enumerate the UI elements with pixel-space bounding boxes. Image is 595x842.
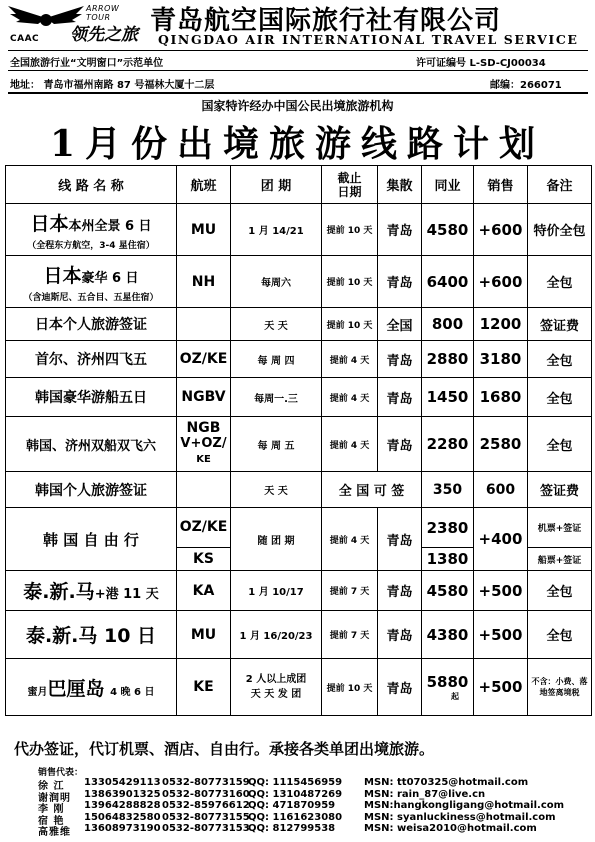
flight-cell xyxy=(177,472,231,508)
rep-phone: 0532-80773155 xyxy=(162,811,250,823)
sale-price-cell: +500 xyxy=(474,611,528,659)
header-gather: 集散 xyxy=(378,166,422,204)
note-cell: 全包 xyxy=(528,571,592,611)
deadline-cell: 提前 4 天 xyxy=(322,508,378,571)
rep-msn: MSN: tt070325@hotmail.com xyxy=(364,777,529,788)
period-cell: 1 月 10/17 xyxy=(231,571,322,611)
period-cell: 天 天 xyxy=(231,308,322,341)
address: 地址： 青岛市福州南路 87 号福林大厦十二层 xyxy=(10,80,215,91)
deadline-cell: 提前 7 天 xyxy=(322,611,378,659)
gather-cell: 青岛 xyxy=(378,611,422,659)
zip-code: 邮编：266071 xyxy=(490,80,562,91)
header-sale: 销售 xyxy=(474,166,528,204)
sale-price-cell: +400 xyxy=(474,508,528,571)
table-row xyxy=(6,472,592,508)
rep-msn: MSN:hangkongligang@hotmail.com xyxy=(364,800,565,811)
period-cell: 1 月 14/21 xyxy=(231,204,322,256)
route-cell: 蜜月巴厘岛 4 晚 6 日 xyxy=(6,659,177,716)
flight-cell: NH xyxy=(177,256,231,308)
period-cell: 2 人以上成团 天 天 发 团 xyxy=(231,659,322,716)
gather-cell: 青岛 xyxy=(378,204,422,256)
route-cell: 韩国豪华游船五日 xyxy=(6,378,177,417)
note-cell: 全包 xyxy=(528,341,592,378)
sale-price-cell: +600 xyxy=(474,256,528,308)
note-cell: 全包 xyxy=(528,256,592,308)
routes-table xyxy=(5,165,592,716)
period-cell: 每 周 五 xyxy=(231,417,322,472)
rep-name: 高雅维 xyxy=(38,827,71,838)
rep-qq: QQ: 812799538 xyxy=(248,823,336,834)
rep-phone: 0532-80773153 xyxy=(162,823,250,834)
note-cell: 全包 xyxy=(528,378,592,417)
sale-price-cell: +600 xyxy=(474,204,528,256)
route-cell: 泰.新.马+港 11 天 xyxy=(6,571,177,611)
period-cell: 随 团 期 xyxy=(231,508,322,571)
period-cell: 1 月 16/20/23 xyxy=(231,611,322,659)
period-cell: 天 天 xyxy=(231,472,322,508)
route-cell: 日本本州全景 6 日 （全程东方航空，3-4 星住宿） xyxy=(6,204,177,256)
table-row xyxy=(6,611,592,659)
sale-price-cell: 2580 xyxy=(474,417,528,472)
sales-reps-title: 销售代表： xyxy=(38,768,84,778)
rep-name: 李 刚 xyxy=(38,804,65,815)
flight-cell: KA xyxy=(177,571,231,611)
gather-cell: 青岛 xyxy=(378,659,422,716)
rep-qq: QQ: 471870959 xyxy=(248,800,336,811)
table-row xyxy=(6,308,592,341)
peer-price-cell: 2880 xyxy=(422,341,474,378)
table-row xyxy=(6,378,592,417)
flight-cell xyxy=(177,308,231,341)
flight-cell: OZ/KE xyxy=(177,508,231,548)
note-cell: 特价全包 xyxy=(528,204,592,256)
peer-price-cell: 1380 xyxy=(422,548,474,571)
rep-msn: MSN: weisa2010@hotmail.com xyxy=(364,823,537,834)
flight-cell: KE xyxy=(177,659,231,716)
flight-cell: KS xyxy=(177,548,231,571)
header-peer: 同业 xyxy=(422,166,474,204)
company-name-en: QINGDAO AIR INTERNATIONAL TRAVEL SERVICE xyxy=(158,32,579,47)
page-title: 1月份出境旅游线路计划 xyxy=(49,123,546,165)
peer-price-cell: 4380 xyxy=(422,611,474,659)
peer-price-cell: 2380 xyxy=(422,508,474,548)
note-cell: 全包 xyxy=(528,417,592,472)
note-cell: 签证费 xyxy=(528,472,592,508)
route-cell: 日本个人旅游签证 xyxy=(6,308,177,341)
rep-mobile: 13964288828 xyxy=(84,800,161,811)
header-flight: 航班 xyxy=(177,166,231,204)
table-header-row xyxy=(6,166,592,204)
company-name: 青岛航空国际旅行社有限公司 xyxy=(150,6,502,36)
sale-price-cell: +500 xyxy=(474,659,528,716)
header-divider xyxy=(8,70,588,71)
lead-tour-slogan: 领先之旅 xyxy=(70,25,138,45)
peer-price-cell: 2280 xyxy=(422,417,474,472)
sale-price-cell: 1680 xyxy=(474,378,528,417)
note-cell: 船票+签证 xyxy=(528,548,592,571)
peer-price-cell: 6400 xyxy=(422,256,474,308)
peer-price-cell: 1450 xyxy=(422,378,474,417)
flight-cell: NGB V+OZ/ KE xyxy=(177,417,231,472)
note-cell: 全包 xyxy=(528,611,592,659)
rep-msn: MSN: rain_87@live.cn xyxy=(364,788,486,800)
period-cell: 每 周 四 xyxy=(231,341,322,378)
route-cell: 韩国、济州双船双飞六 xyxy=(6,417,177,472)
peer-price-cell: 4580 xyxy=(422,204,474,256)
table-row xyxy=(6,508,592,548)
table-row xyxy=(6,659,592,716)
flight-cell: NGBV xyxy=(177,378,231,417)
rep-name: 徐 江 xyxy=(38,781,65,792)
period-cell: 每周一.三 xyxy=(231,378,322,417)
gather-cell: 青岛 xyxy=(378,571,422,611)
flight-cell: MU xyxy=(177,611,231,659)
certificate-text: 全国旅游行业“文明窗口”示范单位 xyxy=(10,58,164,69)
rep-mobile: 13608973190 xyxy=(84,823,161,834)
deadline-cell: 提前 4 天 xyxy=(322,341,378,378)
deadline-cell: 提前 7 天 xyxy=(322,571,378,611)
gather-cell: 青岛 xyxy=(378,256,422,308)
peer-price-cell: 4580 xyxy=(422,571,474,611)
rep-mobile: 13863901325 xyxy=(84,788,161,800)
rep-name: 宿 艳 xyxy=(38,815,65,827)
sale-price-cell: 600 xyxy=(474,472,528,508)
peer-price-cell: 800 xyxy=(422,308,474,341)
flight-cell: MU xyxy=(177,204,231,256)
route-cell: 韩国个人旅游签证 xyxy=(6,472,177,508)
gather-cell: 青岛 xyxy=(378,378,422,417)
header-divider xyxy=(8,92,588,94)
deadline-cell: 提前 10 天 xyxy=(322,308,378,341)
route-cell: 泰.新.马 10 日 xyxy=(6,611,177,659)
route-cell: 日本豪华 6 日 （含迪斯尼、五合目、五星住宿） xyxy=(6,256,177,308)
note-cell: 机票+签证 xyxy=(528,508,592,548)
caac-logo-text: CAAC xyxy=(10,34,40,44)
rep-mobile: 13305429113 xyxy=(84,777,161,788)
header-divider xyxy=(8,50,588,51)
deadline-cell: 提前 10 天 xyxy=(322,256,378,308)
table-row xyxy=(6,417,592,472)
rep-qq: QQ: 1310487269 xyxy=(248,788,343,800)
gather-cell: 青岛 xyxy=(378,508,422,571)
gather-cell: 青岛 xyxy=(378,341,422,378)
deadline-gather-cell: 全 国 可 签 xyxy=(322,472,422,508)
deadline-cell: 提前 10 天 xyxy=(322,659,378,716)
table-row xyxy=(6,204,592,256)
deadline-cell: 提前 4 天 xyxy=(322,378,378,417)
header-period: 团 期 xyxy=(231,166,322,204)
table-row xyxy=(6,571,592,611)
rep-phone: 0532-85976612 xyxy=(162,800,250,811)
note-cell: 不含：小费、落地签离境税 xyxy=(528,659,592,716)
rep-msn: MSN: syanluckiness@hotmail.com xyxy=(364,811,556,823)
rep-qq: QQ: 1161623080 xyxy=(248,811,343,823)
header-note: 备注 xyxy=(528,166,592,204)
services-statement: 代办签证，代订机票、酒店、自由行。承接各类单团出境旅游。 xyxy=(14,740,435,758)
rep-phone: 0532-80773160 xyxy=(162,788,250,800)
note-cell: 签证费 xyxy=(528,308,592,341)
gather-cell: 青岛 xyxy=(378,417,422,472)
authority-statement: 国家特许经办中国公民出境旅游机构 xyxy=(201,99,394,113)
gather-cell: 全国 xyxy=(378,308,422,341)
sale-price-cell: 1200 xyxy=(474,308,528,341)
table-row xyxy=(6,341,592,378)
sale-price-cell: 3180 xyxy=(474,341,528,378)
rep-qq: QQ: 1115456959 xyxy=(248,777,343,788)
arrow-tour-text: ARROW TOUR xyxy=(86,4,120,22)
rep-name: 谢润明 xyxy=(38,792,71,804)
period-cell: 每周六 xyxy=(231,256,322,308)
deadline-cell: 提前 4 天 xyxy=(322,417,378,472)
company-logo xyxy=(4,2,146,46)
peer-price-cell: 5880 起 xyxy=(422,659,474,716)
header-route: 线 路 名 称 xyxy=(6,166,177,204)
peer-price-cell: 350 xyxy=(422,472,474,508)
route-cell: 韩 国 自 由 行 xyxy=(6,508,177,571)
route-cell: 首尔、济州四飞五 xyxy=(6,341,177,378)
rep-phone: 0532-80773159 xyxy=(162,777,250,788)
deadline-cell: 提前 10 天 xyxy=(322,204,378,256)
table-row xyxy=(6,256,592,308)
flight-cell: OZ/KE xyxy=(177,341,231,378)
sale-price-cell: +500 xyxy=(474,571,528,611)
license-number: 许可证编号 L-SD-CJ00034 xyxy=(416,58,546,69)
header-deadline: 截止 日期 xyxy=(322,166,378,204)
rep-mobile: 15064832580 xyxy=(84,811,161,823)
